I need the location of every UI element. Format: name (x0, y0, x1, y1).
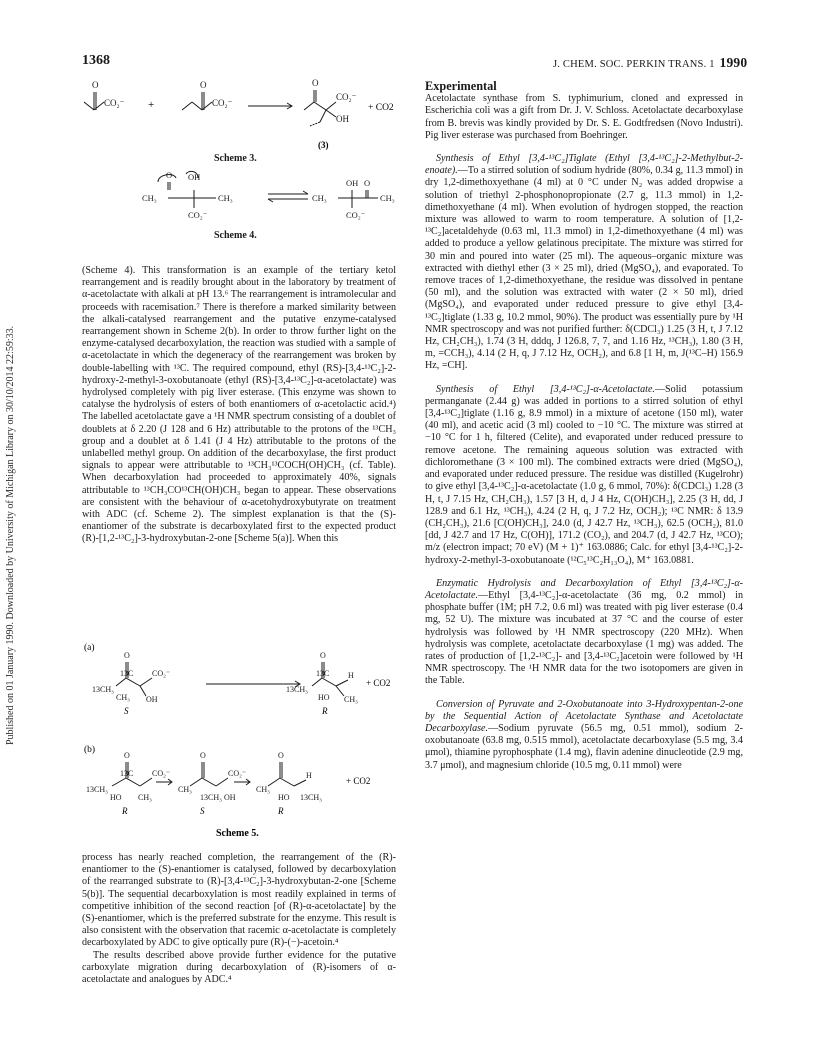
svg-text:13CH₃: 13CH₃ (200, 793, 222, 802)
right-column (425, 80, 743, 772)
svg-text:CH₃: CH₃ (344, 695, 358, 704)
procedure-acetolactate (425, 384, 743, 567)
stereo-r-b1: R (122, 806, 128, 816)
svg-text:CH₃: CH₃ (218, 193, 233, 203)
svg-text:O: O (200, 80, 207, 90)
svg-text:OH: OH (346, 178, 359, 188)
svg-text:CH₃: CH₃ (256, 785, 270, 794)
running-head (553, 55, 747, 71)
svg-text:O: O (278, 751, 284, 760)
scheme5-co2-a: + CO2 (366, 678, 391, 688)
svg-text:CO₂⁻: CO₂⁻ (104, 98, 125, 108)
svg-text:HO: HO (318, 693, 330, 702)
stereo-s-a: S (124, 706, 129, 716)
svg-text:OH: OH (146, 695, 158, 704)
procedure-title: Conversion of Pyruvate and 2-Oxobutanoate into 3-Hydroxypentan-2-one by the Sequential Action of Acetolactate Synthase and Acetolactate Decarboxylase. (425, 698, 743, 734)
svg-text:HO: HO (110, 793, 122, 802)
left-column-text-bottom (82, 852, 396, 986)
procedure-title: Synthesis of Ethyl [3,4-¹³C₂]-α-Acetolactate. (436, 383, 655, 395)
svg-text:OH: OH (224, 793, 236, 802)
procedure-conversion (425, 699, 743, 772)
svg-text:O: O (92, 80, 99, 90)
experimental-intro: Acetolactate synthase from S. typhimurium, cloned and expressed in Escherichia coli was a gift from Dr. J. V. Schloss. Acetolactate decarboxylase from B. brevis was kindly provided by Dr. S. E. Godtfredsen (Novo Industri). Pig liver esterase was purchased from Boehringer. (425, 93, 743, 141)
svg-text:O: O (166, 170, 173, 180)
scheme-3-figure (82, 72, 402, 160)
svg-text:O: O (364, 178, 371, 188)
svg-text:CO₂⁻: CO₂⁻ (336, 92, 357, 102)
scheme5-part-a: (a) (84, 643, 95, 653)
svg-text:CH₃: CH₃ (138, 793, 152, 802)
paragraph: (Scheme 4). This transformation is an example of the tertiary ketol rearrangement and is readily brought about in the laboratory by treatment of α-acetolactate with alkali at pH 13.⁶ The rearrangement is intramolecular and proceeds with racemisation.⁷ There is therefore a marked similarity between the alkali-catalysed rearrangement and the putative enzyme-catalysed rearrangement shown in Scheme 2(b). In order to throw further light on the enzyme-catalysed decarboxylation, the reaction was studied with a sample of α-acetolactate in which the degeneracy of the rearrangement was broken by double-labelling with ¹³C. The required compound, ethyl (RS)-[3,4-¹³C₂]-2-hydroxy-2-methyl-3-oxobutanoate (ethyl (RS)-[3,4-¹³C₂]-α-acetolactate) was hydrolysed completely with pig liver esterase. (This enzyme was shown to catalyse the hydrolysis of esters of both enantiomers of α-acetolactic acid.⁴) The labelled acetolactate gave a ¹H NMR spectrum consisting of a doublet of doublets at δ 2.20 (J 128 and 6 Hz) attributable to the protons of the ¹³CH₃ group and a doublet at δ 1.41 (J 4 Hz) attributable to the protons of the unlabelled methyl group. On addition of the decarboxylase, the first product signals to appear were attributable to ¹³CH₃¹³COCH(OH)CH₃ (cf. Table). When decarboxylation had proceeded to approximately 40%, signals attributable to ¹³CH₃CO¹³CH(OH)CH₃ began to appear. These observations are consistent with the behaviour of α-acetohydroxybutyrate on treatment with ADC (cf. Scheme 2). The simplest explanation is that the (S)-enantiomer of the substrate is decarboxylated first to the expected product (R)-[1,2-¹³C₂]-3-hydroxybutan-2-one [Scheme 5(a)]. When this (82, 265, 396, 545)
scheme-3-label: Scheme 3. (214, 153, 257, 164)
scheme-5-figure (82, 640, 402, 840)
svg-text:O: O (124, 751, 130, 760)
procedure-body: —Ethyl [3,4-¹³C₂]-α-acetolactate (36 mg, 0.2 mmol) in phosphate buffer (1M; pH 7.2, 0.6 ml) was treated with pig liver esterase (0.4 mg, 52 U). The mixture was incubated at 37 °C and the course of ester hydrolysis was followed by ¹H NMR spectroscopy (220 MHz). When hydrolysis was complete, acetolactate decarboxylase (1 mg) was added. The rates of production of [1,2-¹³C₂]- and [3,4-¹³C₂]acetoin were followed by ¹H NMR spectroscopy. The ¹H NMR data for the two isotopomers are given in the Table. (425, 589, 743, 687)
svg-text:OH: OH (188, 172, 201, 182)
scheme-5-label: Scheme 5. (216, 828, 259, 839)
compound-3-label: (3) (318, 140, 329, 150)
svg-text:13C: 13C (316, 669, 330, 678)
procedure-body: —To a stirred solution of sodium hydride (80%, 0.34 g, 11.3 mmol) in dry 1,2-dimethoxyethane (4 ml) at 0 °C under N₂ was added dropwise a solution of triethyl 2-phosphonopropionate (2.7 g, 11.3 mmol) in 1,2-dimethoxyethane (4 ml). When evolution of hydrogen stopped, the reaction mixture was allowed to warm to room temperature. A solution of [1,2-¹³C₂]acetaldehyde (0.63 ml, 11.3 mmol) in 1,2-dimethoxyethane (4 ml) was added to produce a yellow gelatinous precipitate. The mixture was stirred for 30 min and poured into water (25 ml). The aqueous–organic mixture was extracted with diethyl ether (3 × 25 ml), dried (MgSO₄), and evaporated. To remove traces of 1,2-dimethoxyethane, the residue was dissolved in pentane (50 ml), and the solution was extracted with water (2 × 50 ml), dried (MgSO₄), and evaporated under reduced pressure to give ethyl [3,4-¹³C₂]tiglate (1.33 g, 10.2 mmol, 90%). The product was essentially pure by ¹H NMR spectroscopy and was not purified further: δ(CDCl₃) 1.25 (3 H, t, J 7.12 Hz, CH₂CH₃), 1.74 (3 H, dddq, J 126.8, 7, 7, and 1.16 Hz, ¹³CH₃), 1.80 (3 H, m, =CCH₃), 4.14 (2 H, q, J 7.12 Hz, OCH₂), and 6.8 [1 H, m, J(¹³C–H) 156.9 Hz, =CH]. (425, 165, 743, 372)
svg-text:CO₂⁻: CO₂⁻ (188, 210, 208, 220)
svg-text:CH₃: CH₃ (380, 193, 395, 203)
svg-text:H: H (348, 671, 354, 680)
svg-text:O: O (312, 78, 319, 88)
scheme5-co2-b: + CO2 (346, 776, 371, 786)
svg-text:CH₃: CH₃ (312, 193, 327, 203)
svg-text:O: O (200, 751, 206, 760)
svg-text:H: H (306, 771, 312, 780)
scheme-4-figure (82, 168, 402, 230)
procedure-hydrolysis (425, 578, 743, 688)
left-column-text-top (82, 265, 396, 546)
stereo-s-b: S (200, 806, 205, 816)
scheme5-part-b: (b) (84, 745, 96, 755)
stereo-r-b2: R (278, 806, 284, 816)
svg-text:CO₂⁻: CO₂⁻ (212, 98, 233, 108)
svg-text:O: O (320, 651, 326, 660)
journal-name: J. CHEM. SOC. PERKIN TRANS. 1 (553, 59, 715, 70)
paragraph: process has nearly reached completion, the rearrangement of the (R)-enantiomer to the (S)-enantiomer is catalysed, followed by decarboxylation of the rearranged substrate to (R)-[3,4-¹³C₂]-3-hydroxybutan-2-one [Scheme 5(b)]. The sequential decarboxylation is most readily explained in terms of competitive inhibition of the second reaction [of (R)-α-acetolactate] by the (S)-enantiomer, which is the preferred substrate for the enzyme. This result is also consistent with the observation that racemic α-acetolactate is completely decarboxylated by ADC to give optically pure (R)-(−)-acetoin.⁴ (82, 852, 396, 949)
procedure-title: Synthesis of Ethyl [3,4-¹³C₂]Tiglate (Ethyl [3,4-¹³C₂]-2-Methylbut-2-enoate). (425, 153, 743, 177)
procedure-tiglate (425, 153, 743, 373)
scheme-4-label: Scheme 4. (214, 230, 257, 241)
download-notice: Published on 01 January 1990. Downloaded by University of Michigan Library on 30/10/2014 22:59:33. (5, 325, 16, 745)
svg-text:CO₂⁻: CO₂⁻ (346, 210, 366, 220)
journal-year: 1990 (719, 55, 748, 70)
procedure-body: —Sodium pyruvate (56.5 mg, 0.51 mmol), sodium 2-oxobutanoate (63.8 mg, 0.515 mmol), acetolactate decarboxylase (5.5 mg, 3.4 μmol), thiamine pyrophosphate (1.4 mg), flavin adenine dinucleotide (2.9 mg, 3.7 μmol), and magnesium chloride (10.5 mg, 0.11 mmol) were (425, 722, 743, 771)
svg-text:HO: HO (278, 793, 290, 802)
svg-text:CH₃: CH₃ (178, 785, 192, 794)
svg-text:CO₂⁻: CO₂⁻ (228, 769, 247, 778)
svg-text:13C: 13C (120, 669, 134, 678)
svg-text:O: O (124, 651, 130, 660)
svg-text:13CH₃: 13CH₃ (92, 685, 114, 694)
svg-text:OH: OH (336, 114, 349, 124)
section-heading-experimental: Experimental (425, 79, 497, 93)
svg-text:CH₃: CH₃ (116, 693, 130, 702)
svg-text:13CH₃: 13CH₃ (86, 785, 108, 794)
svg-text:13C: 13C (120, 769, 134, 778)
svg-text:CO₂⁻: CO₂⁻ (152, 669, 171, 678)
scheme3-plus: + (148, 99, 155, 111)
svg-text:CO₂⁻: CO₂⁻ (152, 769, 171, 778)
svg-text:13CH₃: 13CH₃ (286, 685, 308, 694)
scheme3-co2: + CO2 (368, 103, 394, 113)
stereo-r-a: R (322, 706, 328, 716)
svg-text:13CH₃: 13CH₃ (300, 793, 322, 802)
procedure-title: Enzymatic Hydrolysis and Decarboxylation of Ethyl [3,4-¹³C₂]-α-Acetolactate. (425, 577, 743, 601)
svg-text:CH₃: CH₃ (142, 193, 157, 203)
procedure-body: —Solid potassium permanganate (2.44 g) was added in portions to a stirred solution of ethyl [3,4-¹³C₂]tiglate (1.16 g, 8.9 mmol) in a mixture of acetone (150 ml), water (40 ml), and acetic acid (3 ml) cooled to −10 °C. The mixture was stirred at −10 °C for 1 h, filtered (Celite), and evaporated under reduced pressure to remove acetone. The remaining aqueous solution was extracted with dichloromethane (3 × 100 ml). The combined extracts were dried (MgSO₄), and evaporated under reduced pressure. The residue was distilled (Kugelrohr) to give ethyl [3,4-¹³C₂]-α-acetolactate (1.0 g, 6 mmol, 70%): δ(CDCl₃) 1.28 (3 H, t, J 7.15 Hz, CH₂CH₃), 1.57 [3 H, d, J 4 Hz, C(OH)CH₃], 2.25 (3 H, dd, J 128.9 and 6.1 Hz, ¹³CH₃), 4.24 (2 H, q, J 7.2 Hz, OCH₂); ¹³C NMR: δ 13.9 (CH₂CH₃), 21.6 [C(OH)CH₃], 24.0 (d, J 42.7 Hz, ¹³CH₃), 62.5 (OCH₂), 81.0 [dd, J 42.7 and 17 Hz, C(OH)], 171.2 (CO₂), and 204.7 (d, J 42.7 Hz, ¹³CO); m/z (electron impact; 70 eV) (M + 1)⁺ 163.0886; Calc. for ethyl [3,4-¹³C₂]-2-hydroxy-2-methyl-3-oxobutanoate (¹²C₅¹³C₂H₁₃O₄), M⁺ 163.0881. (425, 383, 744, 566)
page-number: 1368 (82, 53, 110, 68)
paragraph: The results described above provide further evidence for the putative carboxylate migration during decarboxylation of (R)-isomers of α-acetolactate and analogues by ADC.⁴ (82, 949, 396, 986)
